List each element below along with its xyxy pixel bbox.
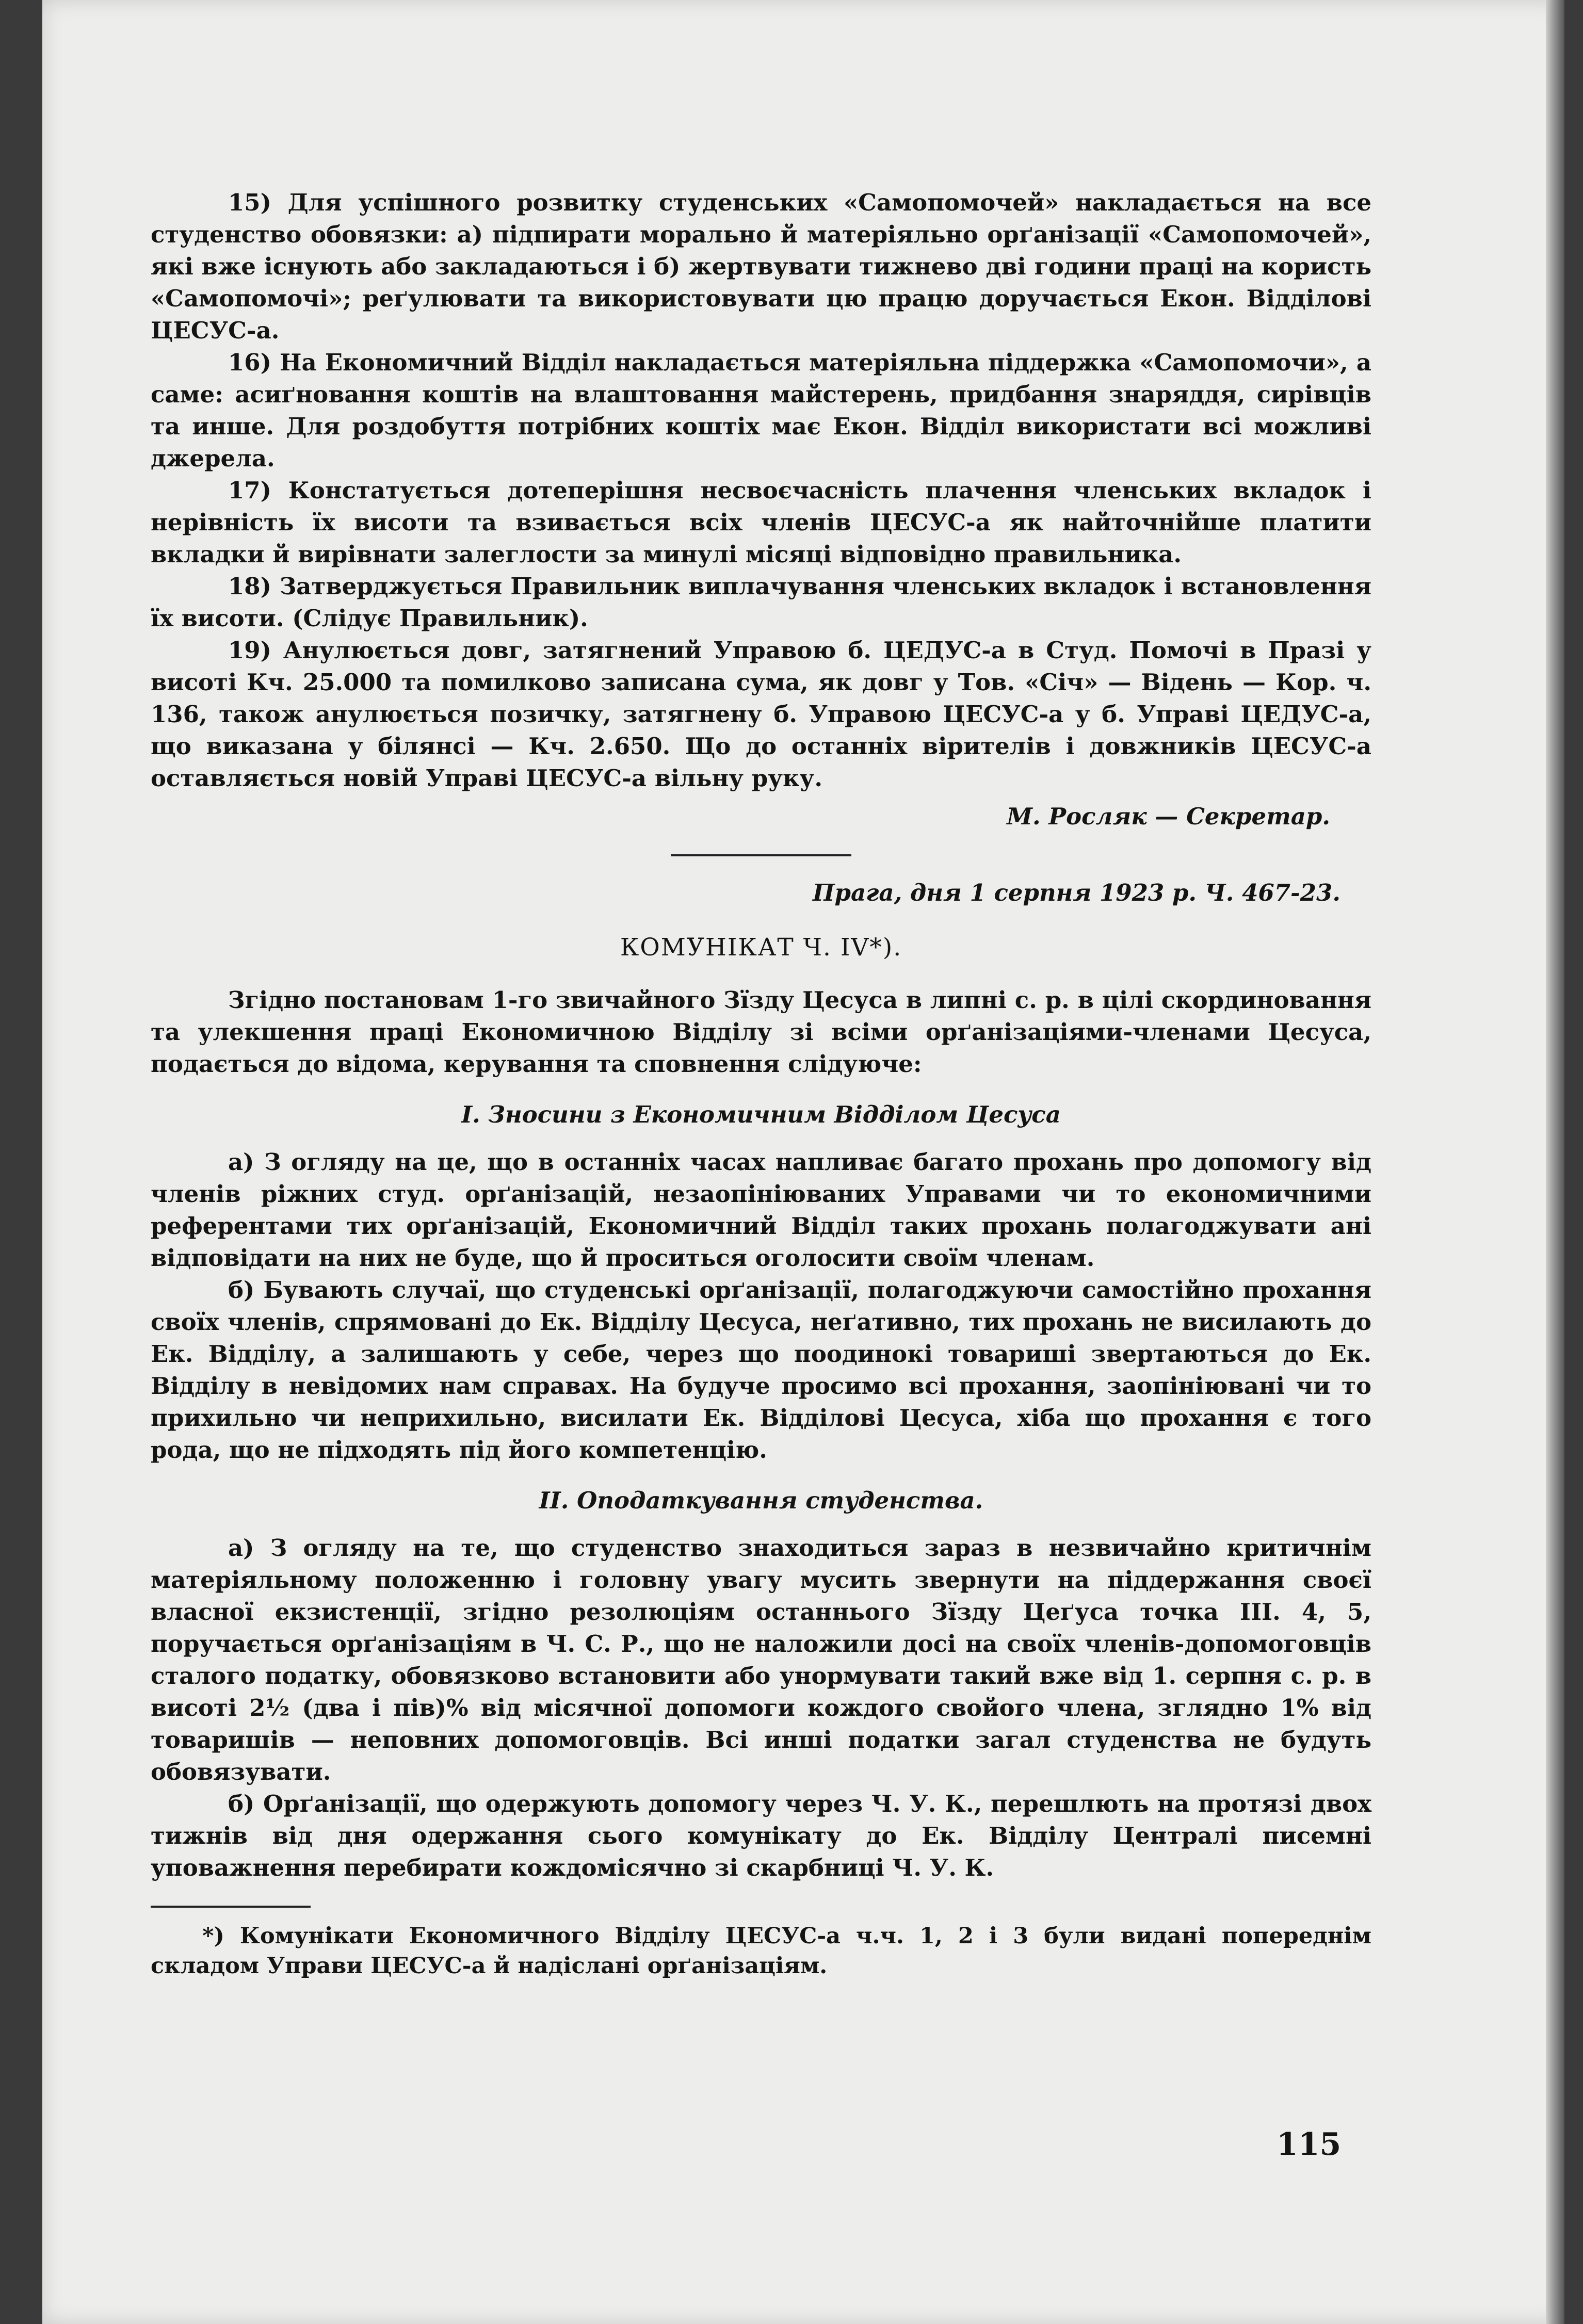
book-spine bbox=[1546, 0, 1564, 2324]
book-page bbox=[42, 0, 1564, 2324]
footnote-rule bbox=[151, 1906, 311, 1908]
dateline: Прага, дня 1 серпня 1923 р. Ч. 467-23. bbox=[812, 879, 1340, 906]
resolution-15: 15) Для успішного розвитку студенських «Самопомочей» накладається на все студенство обовязки: а) підпирати морально й матеріяльно орґанізації «Самопомочей», які вже існують або закладаються і б) жертвувати тижнево дві години праці на користь «Самопомочі»; реґулювати та використовувати цю працю доручається Екон. Відділові ЦЕСУС-а. bbox=[151, 189, 1371, 344]
resolution-16: 16) На Економичний Відділ накладається матеріяльна піддержка «Самопомочи», а саме: асиґновання коштів на влаштовання майстерень, придбання знаряддя, сирівців та инше. Для роздобуття потрібних коштіх має Екон. Відділ використати всі можливі джерела. bbox=[151, 349, 1371, 472]
section-1-paragraph-b: б) Бувають случаї, що студенські орґанізації, полагоджуючи самостійно прохання своїх членів, спрямовані до Ек. Відділу Цесуса, неґативно, тих прохань не висилають до Ек. Відділу, а залишають у себе, через що поодинокі товариші звертаються до Ек. Відділу в невідомих нам справах. На будуче просимо всі прохання, заопініювані чи то прихильно чи неприхильно, висилати Ек. Відділові Цесуса, хіба що прохання є того рода, що не підходять під його компетенцію. bbox=[151, 1276, 1371, 1464]
intro-paragraph: Згідно постановам 1-го звичайного Зїзду Цесуса в липні с. р. в цілі скординовання та улекшення праці Економичною Відділу зі всіми орґанізаціями-членами Цесуса, подається до відома, керування та сповнення слідуюче: bbox=[151, 986, 1371, 1078]
resolution-19: 19) Анулюється довг, затягнений Управою б. ЦЕДУС-а в Студ. Помочі в Празі у висоті Кч. 25.000 та помилково записана сума, як довг у Тов. «Січ» — Відень — Кор. ч. 136, також анулюється позичку, затягнену б. Управою ЦЕСУС-а у б. Управі ЦЕДУС-а, що виказана у білянсі — Кч. 2.650. Що до останніх вірителів і довжників ЦЕСУС-а оставляється новій Управі ЦЕСУС-а вільну руку. bbox=[151, 637, 1371, 792]
communique-heading: КОМУНІКАТ Ч. IV*). bbox=[620, 933, 902, 962]
section-2-title: II. Оподаткування студенства. bbox=[539, 1487, 983, 1514]
footnote-text: *) Комунікати Економичного Відділу ЦЕСУС-а ч.ч. 1, 2 і 3 були видані попереднім складом Управи ЦЕСУС-а й надіслані орґанізаціям. bbox=[151, 1923, 1371, 1979]
resolution-18: 18) Затверджується Правильник виплачування членських вкладок і встановлення їх висоти. (Слідує Правильник). bbox=[151, 573, 1371, 632]
footnote bbox=[151, 1921, 1371, 1981]
page-content bbox=[151, 187, 1371, 1981]
section-2-paragraph-b: б) Орґанізації, що одержують допомогу через Ч. У. К., перешлють на протязі двох тижнів від дня одержання сього комунікату до Ек. Відділу Централі писемні уповажнення перебирати кождомісячно зі скарбниці Ч. У. К. bbox=[151, 1790, 1371, 1881]
page-number: 115 bbox=[1277, 2126, 1342, 2163]
section-2-paragraph-a: а) З огляду на те, що студенство знаходиться зараз в незвичайно критичнім матеріяльному положенню і головну увагу мусить звернути на піддержання своєї власної екзистенції, згідно резолюціям останнього Зїзду Цеґуса точка III. 4, 5, поручається орґанізаціям в Ч. С. Р., що не наложили досі на своїх членів-допомоговців сталого податку, обовязково встановити або унормувати такий вже від 1. серпня с. р. в висоті 2½ (два і пів)% від місячної допомоги кождого свойого члена, зглядно 1% від товаришів — неповних допомоговців. Всі инші податки загал студенства не будуть обовязувати. bbox=[151, 1534, 1371, 1785]
section-1-title: I. Зносини з Економичним Відділом Цесуса bbox=[461, 1101, 1061, 1128]
divider-rule bbox=[671, 854, 851, 856]
section-1-paragraph-a: а) З огляду на це, що в останніх часах напливає багато прохань про допомогу від членів ріжних студ. орґанізацій, незаопініюваних Управами чи то економичними референтами тих орґанізацій, Економичний Відділ таких прохань полагоджувати ані відповідати на них не буде, що й проситься оголосити своїм членам. bbox=[151, 1148, 1371, 1272]
resolution-17: 17) Констатується дотеперішня несвоєчасність плачення членських вкладок і нерівність їх висоти та взивається всіх членів ЦЕСУС-а як найточнійше платити вкладки й вирівнати залеглости за минулі місяці відповідно правильника. bbox=[151, 477, 1371, 568]
signature: М. Росляк — Секретар. bbox=[1007, 803, 1330, 830]
